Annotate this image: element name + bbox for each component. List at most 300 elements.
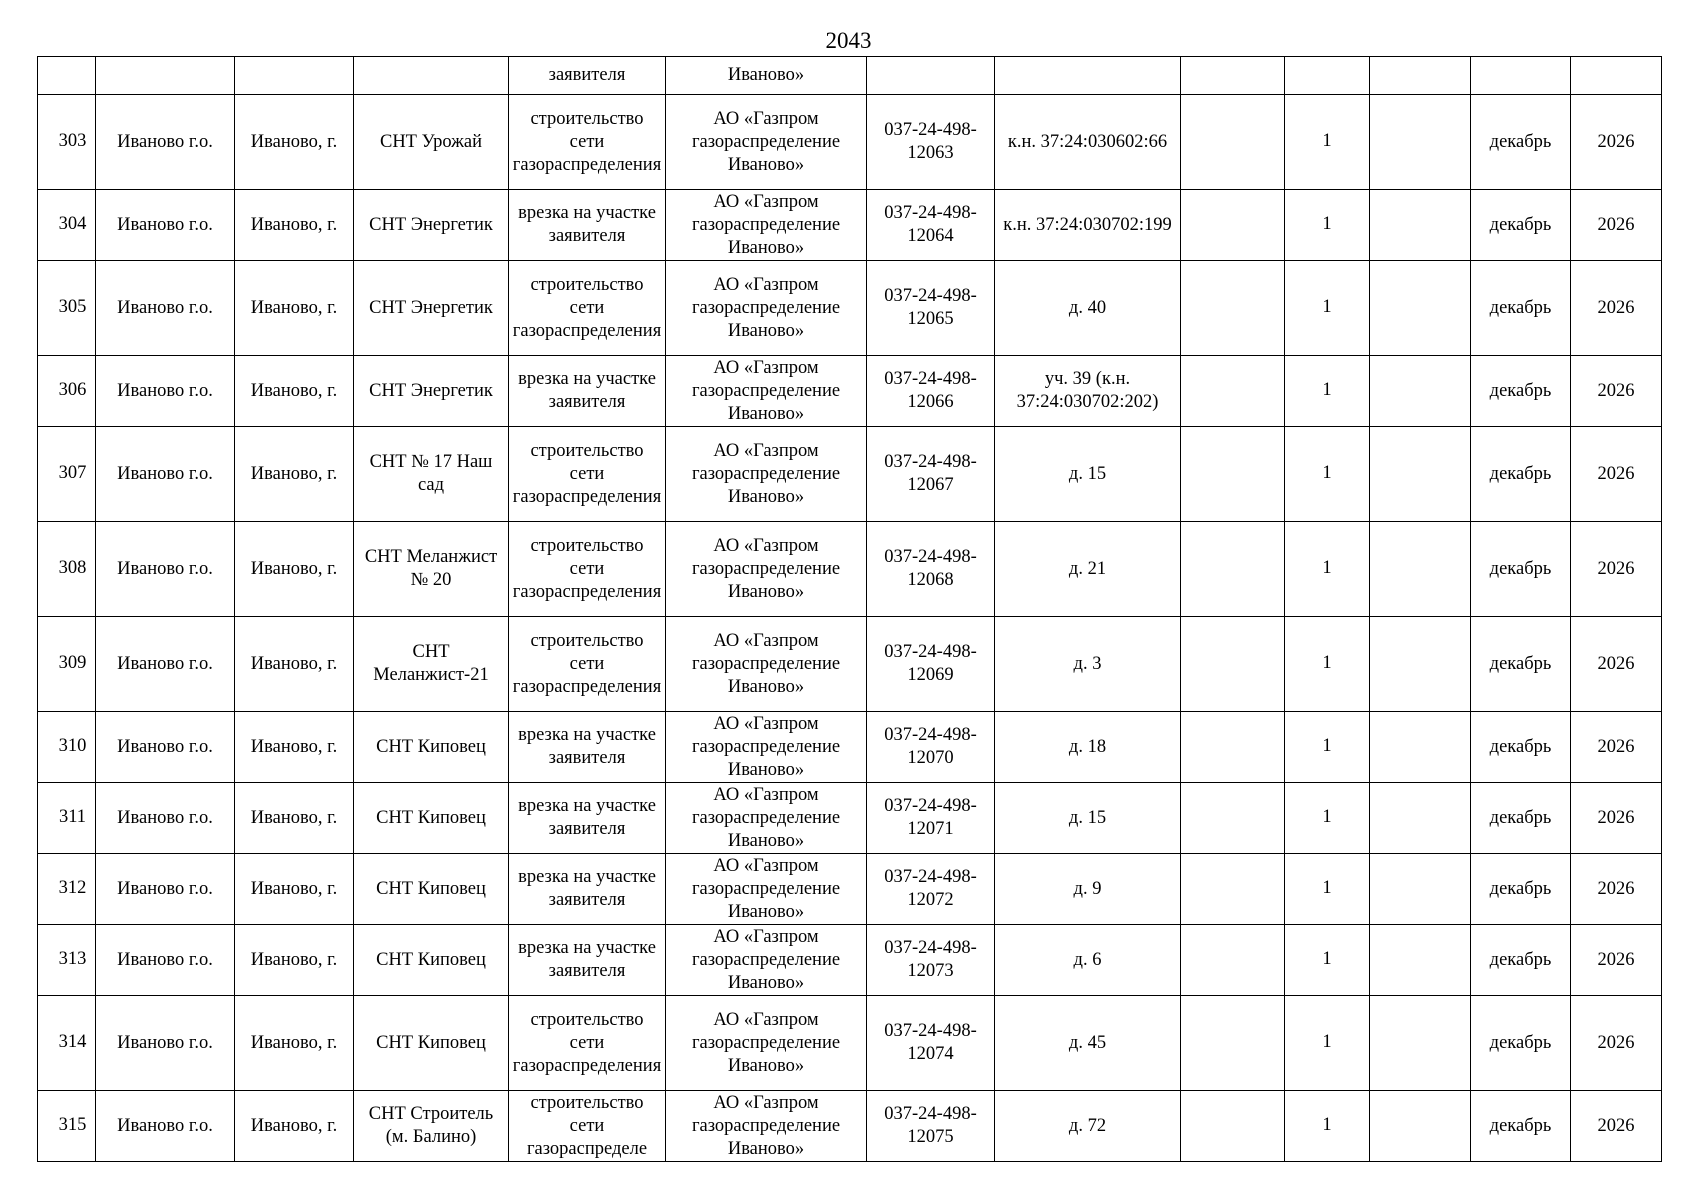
- cell-organization-text: АО «Газпром газораспределение Иваново»: [691, 713, 841, 780]
- table-row: [38, 522, 1662, 617]
- cell-district: [96, 712, 235, 783]
- cell-locality-text: Иваново, г.: [250, 807, 338, 828]
- cell-request-no: [867, 617, 995, 712]
- cell-work-type-text: строительство сети газораспределения: [512, 1009, 662, 1076]
- cell-locality-text: Иваново, г.: [250, 214, 338, 235]
- cell-organization-text: АО «Газпром газораспределение Иваново»: [691, 926, 841, 993]
- cell-organization: [666, 95, 867, 190]
- cell-organization: [666, 783, 867, 854]
- cell-territory: [354, 996, 509, 1091]
- cell-col11: [1370, 427, 1471, 522]
- cell-year-text: 2026: [1597, 380, 1635, 401]
- cell-request-no: [867, 1091, 995, 1162]
- cell-request-no: [867, 427, 995, 522]
- cell-qty: [1285, 925, 1370, 996]
- cell-request-no-text: 037-24-498-12071: [884, 796, 977, 839]
- cell-num: [38, 854, 96, 925]
- cell-district-text: Иваново г.о.: [117, 214, 213, 235]
- cell-address-text: д. 15: [1068, 463, 1107, 484]
- cell-address: [995, 712, 1181, 783]
- work-type-text: заявителя: [548, 65, 626, 85]
- cell-work-type-text: врезка на участке заявителя: [518, 725, 656, 768]
- cell-district: [96, 190, 235, 261]
- cell-address-text: д. 45: [1068, 1032, 1107, 1053]
- cell-month-text: декабрь: [1489, 131, 1552, 152]
- cell-year: [1571, 925, 1662, 996]
- cell-col11: [1370, 854, 1471, 925]
- cell-territory-text: СНТ Меланжист № 20: [364, 547, 498, 590]
- cell-col9: [1181, 783, 1285, 854]
- cell-col9: [1181, 190, 1285, 261]
- cell-col9: [1181, 712, 1285, 783]
- cell-district-text: Иваново г.о.: [117, 1032, 213, 1053]
- cell-territory-text: СНТ Энергетик: [369, 297, 493, 318]
- cell-district: [96, 57, 235, 95]
- cell-year: [1571, 261, 1662, 356]
- cell-col11: [1370, 1091, 1471, 1162]
- cell-year-text: 2026: [1597, 297, 1635, 318]
- table-row: [38, 261, 1662, 356]
- cell-num-text: 304: [58, 213, 87, 234]
- cell-address: [995, 783, 1181, 854]
- cell-qty-text: 1: [1322, 1114, 1332, 1135]
- cell-work-type: [509, 57, 666, 95]
- cell-qty-text: 1: [1322, 652, 1332, 673]
- cell-qty-text: 1: [1322, 557, 1332, 578]
- cell-work-type: [509, 783, 666, 854]
- cell-address: [995, 522, 1181, 617]
- cell-col9: [1181, 1091, 1285, 1162]
- cell-territory-text: СНТ Киповец: [376, 1032, 486, 1053]
- cell-organization: [666, 261, 867, 356]
- table-row: [38, 617, 1662, 712]
- cell-year: [1571, 854, 1662, 925]
- cell-num: [38, 1091, 96, 1162]
- cell-request-no: [867, 712, 995, 783]
- cell-district-text: Иваново г.о.: [117, 1115, 213, 1136]
- cell-request-no: [867, 996, 995, 1091]
- cell-qty: [1285, 261, 1370, 356]
- cell-col9: [1181, 617, 1285, 712]
- cell-month-text: декабрь: [1489, 878, 1552, 899]
- cell-district: [96, 783, 235, 854]
- cell-qty-text: 1: [1322, 130, 1332, 151]
- cell-locality: [235, 783, 354, 854]
- cell-organization: [666, 854, 867, 925]
- cell-month: [1471, 261, 1571, 356]
- cell-qty-text: 1: [1322, 1031, 1332, 1052]
- cell-request-no: [867, 261, 995, 356]
- cell-locality-text: Иваново, г.: [250, 1115, 338, 1136]
- cell-locality-text: Иваново, г.: [250, 380, 338, 401]
- cell-territory: [354, 783, 509, 854]
- cell-district-text: Иваново г.о.: [117, 653, 213, 674]
- cell-col9: [1181, 261, 1285, 356]
- cell-address: [995, 617, 1181, 712]
- cell-num: [38, 95, 96, 190]
- cell-request-no-text: 037-24-498-12068: [884, 547, 977, 590]
- cell-year-text: 2026: [1597, 949, 1635, 970]
- cell-month-text: декабрь: [1489, 1115, 1552, 1136]
- cell-locality: [235, 712, 354, 783]
- table-row: [38, 190, 1662, 261]
- cell-request-no: [867, 925, 995, 996]
- cell-work-type: [509, 427, 666, 522]
- cell-organization-text: АО «Газпром газораспределение Иваново»: [691, 357, 841, 424]
- cell-num-text: 312: [58, 877, 87, 898]
- cell-num-text: 303: [58, 130, 87, 151]
- cell-organization-text: АО «Газпром газораспределение Иваново»: [691, 440, 841, 507]
- cell-district: [96, 95, 235, 190]
- cell-district: [96, 854, 235, 925]
- cell-qty: [1285, 617, 1370, 712]
- cell-locality: [235, 925, 354, 996]
- cell-district-text: Иваново г.о.: [117, 380, 213, 401]
- cell-month: [1471, 190, 1571, 261]
- cell-district: [96, 617, 235, 712]
- cell-num-text: 315: [58, 1114, 87, 1135]
- cell-address: [995, 996, 1181, 1091]
- cell-locality: [235, 57, 354, 95]
- cell-qty: [1285, 996, 1370, 1091]
- cell-territory-text: СНТ Киповец: [376, 736, 486, 757]
- cell-year-text: 2026: [1597, 653, 1635, 674]
- cell-year-text: 2026: [1597, 214, 1635, 235]
- cell-organization-text: АО «Газпром газораспределение Иваново»: [691, 855, 841, 922]
- cell-territory: [354, 57, 509, 95]
- table-row: [38, 712, 1662, 783]
- cell-request-no: [867, 190, 995, 261]
- cell-year-text: 2026: [1597, 1032, 1635, 1053]
- cell-request-no: [867, 57, 995, 95]
- cell-col9: [1181, 427, 1285, 522]
- cell-num-text: 310: [58, 735, 87, 756]
- cell-district-text: Иваново г.о.: [117, 463, 213, 484]
- cell-territory: [354, 261, 509, 356]
- cell-work-type-text: строительство сети газораспределения: [512, 440, 662, 507]
- cell-district-text: Иваново г.о.: [117, 131, 213, 152]
- cell-col11: [1370, 261, 1471, 356]
- cell-district: [96, 522, 235, 617]
- cell-work-type-text: врезка на участке заявителя: [518, 369, 656, 412]
- cell-qty: [1285, 190, 1370, 261]
- cell-territory-text: СНТ Энергетик: [369, 380, 493, 401]
- cell-year: [1571, 95, 1662, 190]
- cell-locality: [235, 854, 354, 925]
- cell-qty-text: 1: [1322, 877, 1332, 898]
- cell-year: [1571, 783, 1662, 854]
- cell-work-type-text: строительство сети газораспределе: [526, 1092, 648, 1159]
- cell-num: [38, 356, 96, 427]
- cell-work-type-text: строительство сети газораспределения: [512, 630, 662, 697]
- cell-locality: [235, 356, 354, 427]
- cell-num-text: 308: [58, 557, 87, 578]
- cell-year-text: 2026: [1597, 131, 1635, 152]
- cell-col9: [1181, 95, 1285, 190]
- cell-locality-text: Иваново, г.: [250, 949, 338, 970]
- cell-col11: [1370, 712, 1471, 783]
- cell-qty: [1285, 427, 1370, 522]
- cell-num: [38, 190, 96, 261]
- cell-qty: [1285, 1091, 1370, 1162]
- cell-month: [1471, 95, 1571, 190]
- cell-territory-text: СНТ Меланжист-21: [373, 642, 489, 685]
- cell-month-text: декабрь: [1489, 214, 1552, 235]
- cell-address: [995, 95, 1181, 190]
- cell-col11: [1370, 925, 1471, 996]
- cell-col11: [1370, 356, 1471, 427]
- cell-year-text: 2026: [1597, 878, 1635, 899]
- cell-organization: [666, 57, 867, 95]
- cell-work-type: [509, 712, 666, 783]
- cell-address: [995, 854, 1181, 925]
- cell-num: [38, 925, 96, 996]
- cell-territory-text: СНТ № 17 Наш сад: [369, 452, 493, 495]
- cell-work-type: [509, 522, 666, 617]
- table-row: [38, 925, 1662, 996]
- cell-month: [1471, 854, 1571, 925]
- cell-month: [1471, 427, 1571, 522]
- cell-qty-text: 1: [1322, 948, 1332, 969]
- cell-locality: [235, 1091, 354, 1162]
- cell-qty: [1285, 522, 1370, 617]
- cell-organization: [666, 712, 867, 783]
- table-row: [38, 996, 1662, 1091]
- cell-qty-text: 1: [1322, 462, 1332, 483]
- cell-work-type-text: строительство сети газораспределения: [512, 535, 662, 602]
- cell-month: [1471, 1091, 1571, 1162]
- cell-territory: [354, 190, 509, 261]
- cell-address: [995, 261, 1181, 356]
- cell-col11: [1370, 617, 1471, 712]
- cell-work-type: [509, 190, 666, 261]
- cell-col11: [1370, 783, 1471, 854]
- cell-year: [1571, 522, 1662, 617]
- cell-work-type-text: врезка на участке заявителя: [518, 938, 656, 981]
- cell-territory: [354, 1091, 509, 1162]
- cell-request-no: [867, 356, 995, 427]
- cell-work-type: [509, 996, 666, 1091]
- cell-num: [38, 617, 96, 712]
- cell-territory: [354, 427, 509, 522]
- cell-num: [38, 783, 96, 854]
- cell-request-no-text: 037-24-498-12067: [884, 452, 977, 495]
- cell-year: [1571, 57, 1662, 95]
- cell-address-text: к.н. 37:24:030702:199: [1003, 214, 1172, 235]
- cell-territory: [354, 522, 509, 617]
- cell-organization-text: АО «Газпром газораспределение Иваново»: [691, 1092, 841, 1159]
- registry-table: [37, 56, 1662, 1162]
- cell-locality-text: Иваново, г.: [250, 131, 338, 152]
- cell-territory-text: СНТ Урожай: [379, 131, 483, 152]
- cell-district-text: Иваново г.о.: [117, 736, 213, 757]
- cell-organization-text: АО «Газпром газораспределение Иваново»: [691, 274, 841, 341]
- cell-request-no-text: 037-24-498-12073: [884, 938, 977, 981]
- organization-text: Иваново»: [727, 65, 805, 85]
- cell-district-text: Иваново г.о.: [117, 949, 213, 970]
- cell-district: [96, 1091, 235, 1162]
- cell-locality: [235, 522, 354, 617]
- cell-num-text: 311: [58, 806, 87, 827]
- continuation-row: [38, 57, 1662, 95]
- cell-request-no-text: 037-24-498-12065: [884, 286, 977, 329]
- cell-num: [38, 996, 96, 1091]
- cell-address-text: д. 21: [1068, 558, 1107, 579]
- cell-district: [96, 261, 235, 356]
- cell-address: [995, 925, 1181, 996]
- cell-district: [96, 427, 235, 522]
- cell-num: [38, 261, 96, 356]
- cell-work-type: [509, 617, 666, 712]
- cell-district-text: Иваново г.о.: [117, 878, 213, 899]
- cell-locality-text: Иваново, г.: [250, 297, 338, 318]
- cell-qty: [1285, 95, 1370, 190]
- cell-locality-text: Иваново, г.: [250, 558, 338, 579]
- cell-month-text: декабрь: [1489, 653, 1552, 674]
- table-row: [38, 854, 1662, 925]
- cell-organization: [666, 1091, 867, 1162]
- cell-locality: [235, 427, 354, 522]
- cell-organization-text: АО «Газпром газораспределение Иваново»: [691, 1009, 841, 1076]
- cell-year: [1571, 617, 1662, 712]
- table-body: [38, 57, 1662, 1162]
- cell-address: [995, 356, 1181, 427]
- cell-month-text: декабрь: [1489, 297, 1552, 318]
- cell-num-text: 305: [58, 296, 87, 317]
- cell-district-text: Иваново г.о.: [117, 297, 213, 318]
- cell-num-text: 309: [58, 652, 87, 673]
- cell-territory-text: СНТ Строитель (м. Балино): [368, 1104, 494, 1147]
- cell-month: [1471, 925, 1571, 996]
- cell-address-text: д. 72: [1068, 1115, 1107, 1136]
- cell-year-text: 2026: [1597, 807, 1635, 828]
- table-row: [38, 95, 1662, 190]
- cell-col9: [1181, 356, 1285, 427]
- cell-qty: [1285, 854, 1370, 925]
- cell-qty-text: 1: [1322, 296, 1332, 317]
- cell-qty-text: 1: [1322, 379, 1332, 400]
- cell-request-no-text: 037-24-498-12064: [884, 203, 977, 246]
- cell-month: [1471, 356, 1571, 427]
- cell-col9: [1181, 925, 1285, 996]
- cell-locality-text: Иваново, г.: [250, 736, 338, 757]
- cell-col11: [1370, 95, 1471, 190]
- cell-work-type-text: врезка на участке заявителя: [518, 796, 656, 839]
- cell-month-text: декабрь: [1489, 807, 1552, 828]
- cell-year: [1571, 427, 1662, 522]
- cell-territory-text: СНТ Энергетик: [369, 214, 493, 235]
- cell-qty: [1285, 783, 1370, 854]
- cell-territory: [354, 854, 509, 925]
- cell-territory: [354, 712, 509, 783]
- cell-work-type: [509, 261, 666, 356]
- cell-address-text: д. 9: [1073, 878, 1102, 899]
- cell-year-text: 2026: [1597, 1115, 1635, 1136]
- cell-address-text: д. 3: [1073, 653, 1102, 674]
- cell-month-text: декабрь: [1489, 1032, 1552, 1053]
- cell-work-type: [509, 356, 666, 427]
- cell-col9: [1181, 57, 1285, 95]
- cell-address: [995, 1091, 1181, 1162]
- cell-work-type-text: строительство сети газораспределения: [512, 274, 662, 341]
- cell-num: [38, 522, 96, 617]
- cell-locality-text: Иваново, г.: [250, 1032, 338, 1053]
- cell-territory-text: СНТ Киповец: [376, 949, 486, 970]
- cell-organization-text: АО «Газпром газораспределение Иваново»: [691, 108, 841, 175]
- cell-request-no-text: 037-24-498-12072: [884, 867, 977, 910]
- cell-locality-text: Иваново, г.: [250, 878, 338, 899]
- cell-work-type: [509, 854, 666, 925]
- cell-territory-text: СНТ Киповец: [376, 878, 486, 899]
- cell-work-type-text: врезка на участке заявителя: [518, 203, 656, 246]
- cell-address: [995, 57, 1181, 95]
- cell-col9: [1181, 996, 1285, 1091]
- cell-locality-text: Иваново, г.: [250, 463, 338, 484]
- cell-territory: [354, 617, 509, 712]
- cell-territory: [354, 356, 509, 427]
- cell-work-type: [509, 95, 666, 190]
- cell-month: [1471, 712, 1571, 783]
- cell-col9: [1181, 522, 1285, 617]
- cell-work-type-text: врезка на участке заявителя: [518, 867, 656, 910]
- cell-request-no: [867, 783, 995, 854]
- cell-num-text: 306: [58, 379, 87, 400]
- cell-organization-text: АО «Газпром газораспределение Иваново»: [691, 784, 841, 851]
- cell-year-text: 2026: [1597, 558, 1635, 579]
- cell-qty-text: 1: [1322, 806, 1332, 827]
- cell-num-text: 313: [58, 948, 87, 969]
- cell-num: [38, 57, 96, 95]
- cell-col11: [1370, 190, 1471, 261]
- cell-request-no: [867, 854, 995, 925]
- cell-num: [38, 427, 96, 522]
- cell-address-text: д. 40: [1068, 297, 1107, 318]
- cell-organization: [666, 996, 867, 1091]
- cell-locality: [235, 261, 354, 356]
- cell-month: [1471, 57, 1571, 95]
- cell-year: [1571, 712, 1662, 783]
- cell-request-no-text: 037-24-498-12070: [884, 725, 977, 768]
- cell-qty: [1285, 712, 1370, 783]
- cell-organization: [666, 925, 867, 996]
- cell-organization: [666, 356, 867, 427]
- cell-work-type: [509, 925, 666, 996]
- cell-request-no: [867, 95, 995, 190]
- cell-locality: [235, 617, 354, 712]
- cell-qty: [1285, 356, 1370, 427]
- cell-locality: [235, 190, 354, 261]
- cell-request-no-text: 037-24-498-12063: [884, 120, 977, 163]
- cell-address-text: уч. 39 (к.н. 37:24:030702:202): [1016, 369, 1159, 412]
- cell-col11: [1370, 522, 1471, 617]
- cell-num-text: 314: [58, 1031, 87, 1052]
- cell-request-no-text: 037-24-498-12075: [884, 1104, 977, 1147]
- cell-year: [1571, 190, 1662, 261]
- cell-address-text: д. 18: [1068, 736, 1107, 757]
- cell-district-text: Иваново г.о.: [117, 807, 213, 828]
- cell-month-text: декабрь: [1489, 380, 1552, 401]
- cell-month-text: декабрь: [1489, 736, 1552, 757]
- table-row: [38, 356, 1662, 427]
- cell-month: [1471, 617, 1571, 712]
- page-number: 2043: [825, 28, 872, 53]
- cell-qty: [1285, 57, 1370, 95]
- cell-organization: [666, 522, 867, 617]
- cell-year-text: 2026: [1597, 736, 1635, 757]
- cell-month-text: декабрь: [1489, 949, 1552, 970]
- table-row: [38, 783, 1662, 854]
- cell-year: [1571, 356, 1662, 427]
